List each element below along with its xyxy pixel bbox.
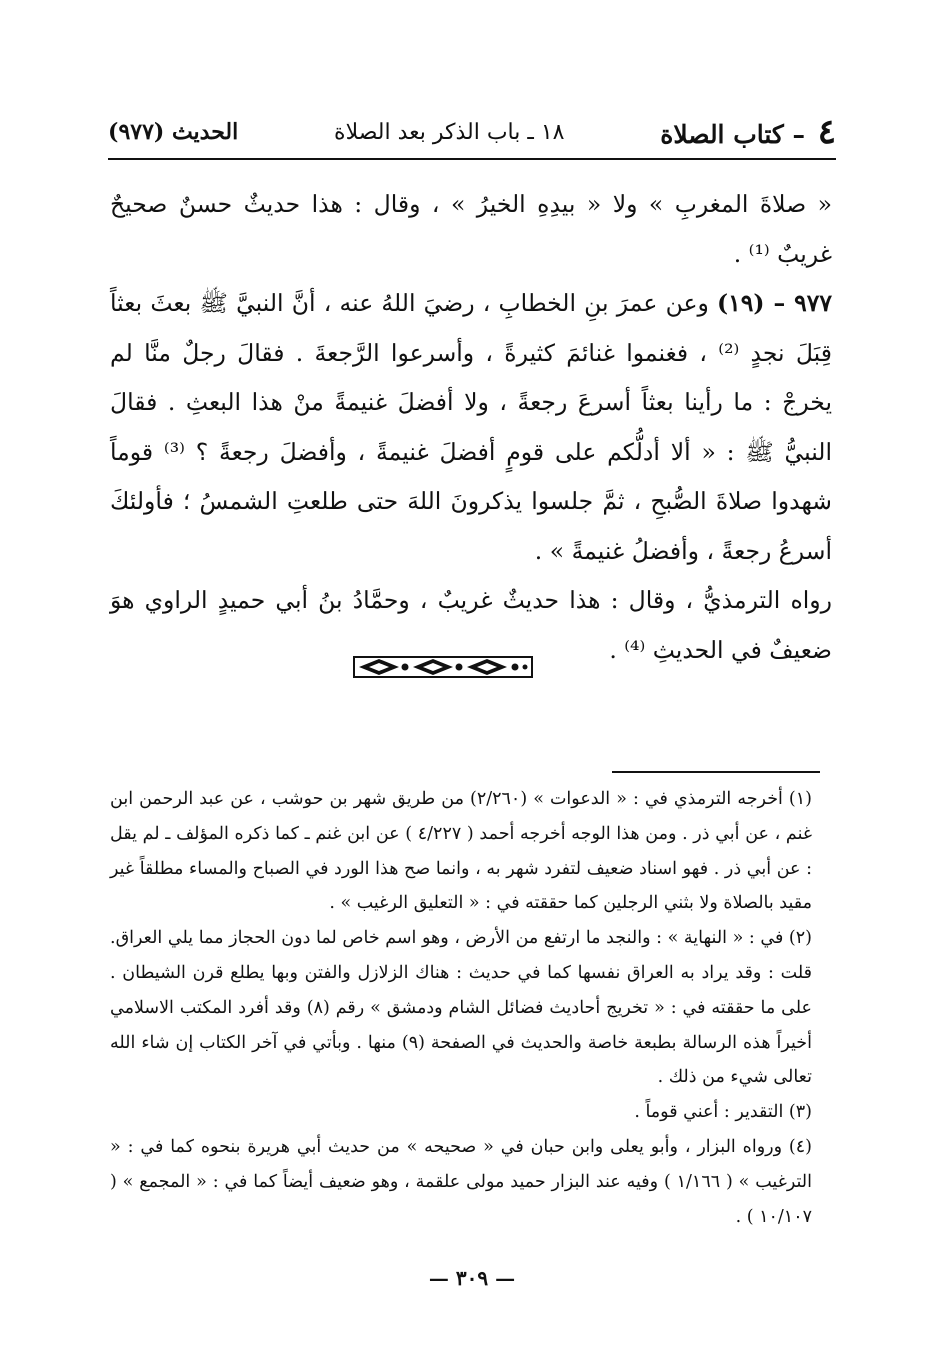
footnotes xyxy=(110,782,832,1234)
section-title: ١٨ ـ باب الذكر بعد الصلاة xyxy=(334,119,565,145)
chapter-label: – كتاب الصلاة xyxy=(660,120,806,149)
footnote-3: (٣) التقدير : أعني قوماً . xyxy=(634,1102,812,1123)
chapter-title xyxy=(660,112,836,152)
hadith-number: ٩٧٧ – (١٩) xyxy=(717,289,832,317)
page-number: — ٣٠٩ — xyxy=(428,1266,516,1290)
paragraph-continuation: « صلاةَ المغربِ » ولا « بيدِهِ الخيرُ » ، وقال : هذا حديثٌ حسنٌ صحيحٌ غريبٌ ⁽¹⁾ . xyxy=(110,190,832,268)
hadith-text: وعن عمرَ بنِ الخطابِ ، رضيَ اللهُ عنه ، أنَّ النبيَّ ﷺ بعثَ بعثاً قِبَلَ نجدٍ ⁽²⁾ ، فغنموا غنائمَ كثيرةً ، وأسرعوا الرَّجعةَ . فقالَ رجلٌ منَّا لم يخرجْ : ما رأينا بعثاً أسرعَ رجعةً ، ولا أفضلَ غنيمةً منْ هذا البعثِ . فقالَ النبيُّ ﷺ : « ألا أدلُّكم على قومٍ أفضلَ غنيمةً ، وأفضلَ رجعةً ؟ ⁽³⁾ قوماً شهدوا صلاةَ الصُّبحِ ، ثمَّ جلسوا يذكرونَ اللهَ حتى طلعتِ الشمسُ ؛ فأولئكَ أسرعُ رجعةً ، وأفضلُ غنيمةً » . xyxy=(110,289,832,565)
footnote-divider xyxy=(612,771,820,773)
footnote-1: (١) أخرجه الترمذي في : « الدعوات » (٢/٢٦٠) من طريق شهر بن حوشب ، عن عبد الرحمن ابن غنم ، عن أبي ذر . ومن هذا الوجه أخرجه أحمد ( ٤/٢٢٧ ) عن ابن غنم ـ كما ذكره المؤلف ـ لم يقل : عن أبي ذر . فهو اسناد ضعيف لتفرد شهر به ، وانما صح هذا الورد في الصباح والمساء مطلقاً غير مقيد بالصلاة ولا بثني الرجلين كما حققته في : « التعليق الرغيب » . xyxy=(110,789,813,914)
running-header xyxy=(108,112,836,152)
header-divider xyxy=(108,158,836,160)
footnote-4: (٤) ورواه البزار ، وأبو يعلى وابن حبان في « صحيحه » من حديث أبي هريرة بنحوه كما في : « الترغيب » ( ١/١٦٦ ) وفيه عند البزار حميد مولى علقمة ، وهو ضعيف أيضاً كما في : « المجمع » ( ١٠/١٠٧ ) . xyxy=(110,1136,812,1227)
footnote-2: (٢) في : « النهاية » : والنجد ما ارتفع من الأرض ، وهو اسم خاص لما دون الحجاز مما يلي العراق. قلت : وقد يراد به العراق نفسها كما في حديث : هناك الزلازل والفتن وبها يطلع قرن الشيطان . على ما حققته في : « تخريج أحاديث فضائل الشام ودمشق » رقم (٨) وقد أفرد المكتب الاسلامي أخيراً هذه الرسالة بطبعة خاصة والحديث في الصفحة (٩) منها . وبأتي في آخر الكتاب إن شاء الله تعالى شيء من ذلك . xyxy=(110,928,812,1088)
paragraph-hadith xyxy=(110,279,832,576)
paragraph-narration: رواه الترمذيُّ ، وقال : هذا حديثٌ غريبٌ ، وحمَّادُ بنُ أبي حميدٍ الراوي هوَ ضعيفٌ في الحديثِ ⁽⁴⁾ . xyxy=(110,586,832,664)
main-text xyxy=(110,180,832,675)
chapter-number: ٤ xyxy=(817,112,836,152)
decorative-ornament-icon xyxy=(353,656,533,678)
hadith-reference: الحديث (٩٧٧) xyxy=(108,119,239,145)
